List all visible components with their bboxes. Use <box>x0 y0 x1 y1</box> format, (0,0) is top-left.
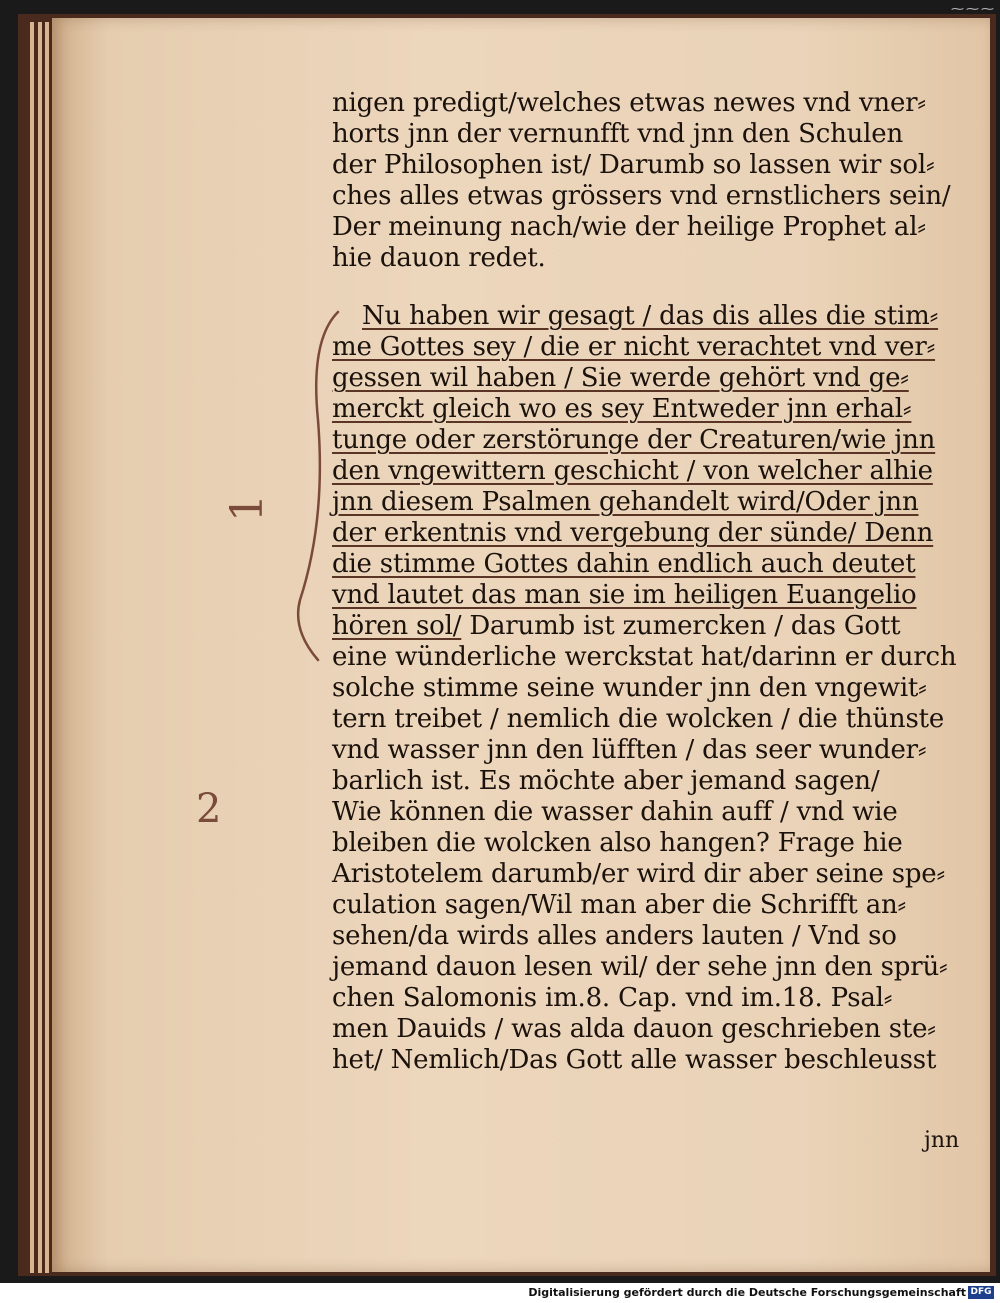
text-line: Aristotelem darumb/er wird dir aber seine spe⸗ <box>332 859 945 889</box>
margin-note-2: 2 <box>196 786 222 832</box>
text-line: culation sagen/Wil man aber die Schrifft an⸗ <box>332 890 907 920</box>
underlined-text-line: gessen wil haben / Sie werde gehört vnd ge⸗ <box>332 363 909 393</box>
text-line: hie dauon redet. <box>332 243 546 273</box>
underlined-text-line: jnn diesem Psalmen gehandelt wird/Oder jnn <box>332 487 919 517</box>
underlined-text-line: die stimme Gottes dahin endlich auch deutet <box>332 549 916 579</box>
text-line: ches alles etwas grössers vnd ernstlichers sein/ <box>332 181 951 211</box>
line-tail: Darumb ist zumercken / das Gott <box>461 611 901 641</box>
text-line: horts jnn der vernunfft vnd jnn den Schulen <box>332 119 904 149</box>
text-line: vnd wasser jnn den lüfften / das seer wunder⸗ <box>332 735 927 765</box>
catchword: jnn <box>924 1128 960 1153</box>
text-line: nigen predigt/welches etwas newes vnd vner⸗ <box>332 88 926 118</box>
corner-mark: ⁓⁓⁓ <box>951 2 996 17</box>
underlined-text-line: Nu haben wir gesagt / das dis alles die stim⸗ <box>362 301 939 331</box>
text-line: Der meinung nach/wie der heilige Prophet al⸗ <box>332 212 926 242</box>
text-line: chen Salomonis im.8. Cap. vnd im.18. Psal⸗ <box>332 983 893 1013</box>
text-line: sehen/da wirds alles anders lauten / Vnd so <box>332 921 897 951</box>
underlined-text-line: me Gottes sey / die er nicht verachtet vnd ver⸗ <box>332 332 936 362</box>
footer-bar <box>0 1283 1000 1303</box>
underlined-text-line: tunge oder zerstörunge der Creaturen/wie jnn <box>332 425 936 455</box>
book-page <box>52 18 990 1272</box>
underlined-text-line: merckt gleich wo es sey Entweder jnn erhal⸗ <box>332 394 912 424</box>
funding-credit: Digitalisierung gefördert durch die Deutsche Forschungsgemeinschaft <box>528 1286 966 1299</box>
page-edge <box>38 22 42 1273</box>
underlined-text-line: vnd lautet das man sie im heiligen Euangelio <box>332 580 917 610</box>
text-line: der Philosophen ist/ Darumb so lassen wir sol⸗ <box>332 150 935 180</box>
text-line: tern treibet / nemlich die wolcken / die thünste <box>332 704 945 734</box>
text-line: jemand dauon lesen wil/ der sehe jnn den sprü⸗ <box>332 952 948 982</box>
main-text <box>332 88 992 1076</box>
text-line <box>332 611 992 642</box>
text-line: barlich ist. Es möchte aber jemand sagen/ <box>332 766 880 796</box>
underlined-text-line: den vngewittern geschicht / von welcher alhie <box>332 456 933 486</box>
text-line: bleiben die wolcken also hangen? Frage hie <box>332 828 903 858</box>
underlined-phrase: hören sol/ <box>332 611 462 641</box>
page-edge <box>45 22 49 1273</box>
dfg-logo: DFG <box>968 1286 994 1299</box>
text-line: eine wünderliche werckstat hat/darinn er durch <box>332 642 957 672</box>
page-edge <box>30 22 34 1273</box>
text-line: men Dauids / was alda dauon geschrieben ste⸗ <box>332 1014 936 1044</box>
text-line: Wie können die wasser dahin auff / vnd wie <box>332 797 898 827</box>
underlined-text-line: der erkentnis vnd vergebung der sünde/ Denn <box>332 518 934 548</box>
margin-note-1: 1 <box>222 494 273 522</box>
text-line: solche stimme seine wunder jnn den vngewit⸗ <box>332 673 927 703</box>
text-line: het/ Nemlich/Das Gott alle wasser beschleusst <box>332 1045 937 1075</box>
